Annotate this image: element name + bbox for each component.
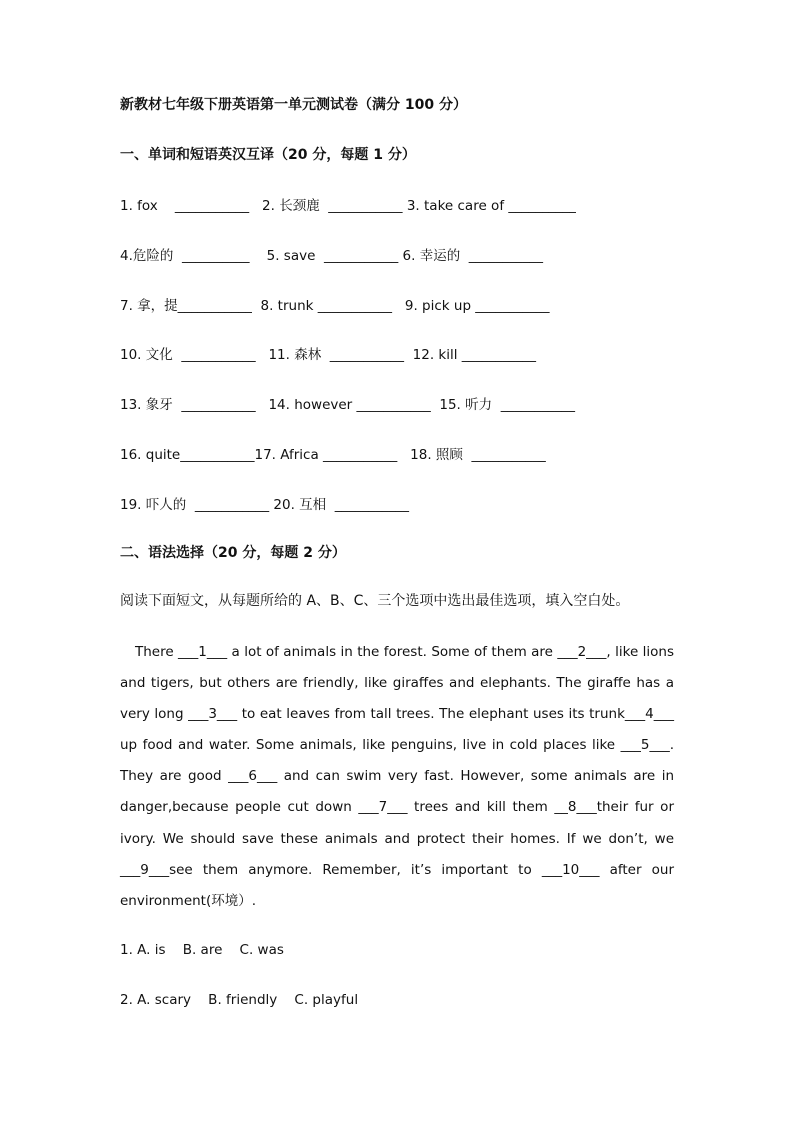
vocab-row-3: 7. 拿，提___________ 8. trunk ___________ 9. pick up ___________: [120, 298, 550, 314]
vocab-row-1: 1. fox ___________ 2. 长颈鹿 ___________ 3. take care of __________: [120, 198, 576, 214]
section1-heading: 一、单词和短语英汉互译（20 分，每题 1 分）: [120, 147, 416, 163]
section2-heading: 二、语法选择（20 分，每题 2 分）: [120, 545, 346, 561]
section2-instruction: 阅读下面短文，从每题所给的 A、B、C、三个选项中选出最佳选项，填入空白处。: [120, 593, 630, 609]
vocab-row-5: 13. 象牙 ___________ 14. however ___________ 15. 听力 ___________: [120, 397, 575, 413]
cloze-passage: [120, 637, 674, 917]
option-row-1: 1. A. is B. are C. was: [120, 942, 284, 958]
vocab-row-4: 10. 文化 ___________ 11. 森林 ___________ 12. kill ___________: [120, 347, 537, 363]
vocab-row-7: 19. 吓人的 ___________ 20. 互相 ___________: [120, 497, 409, 513]
page-title: 新教材七年级下册英语第一单元测试卷（满分 100 分）: [120, 97, 467, 113]
vocab-row-2: 4.危险的 __________ 5. save ___________ 6. 幸运的 ___________: [120, 248, 544, 264]
option-row-2: 2. A. scary B. friendly C. playful: [120, 992, 359, 1008]
vocab-row-6: 16. quite___________17. Africa ___________ 18. 照顾 ___________: [120, 447, 546, 463]
passage-text: There ___1___ a lot of animals in the forest. Some of them are ___2___, like lions and tigers, but others are friendly, like giraffes and elephants. The giraffe has a very long ___3___ to eat leaves from tall trees. The elephant uses its trunk___4___ up food and water. Some animals, like penguins, live in cold places like ___5___. They are good ___6___ and can swim very fast. However, some animals are in danger,because people cut down ___7___ trees and kill them __8___their fur or ivory. We should save these animals and protect their homes. If we don’t, we ___9___see them anymore. Remember, it’s important to ___10___ after our environment(环境）.: [120, 644, 674, 909]
